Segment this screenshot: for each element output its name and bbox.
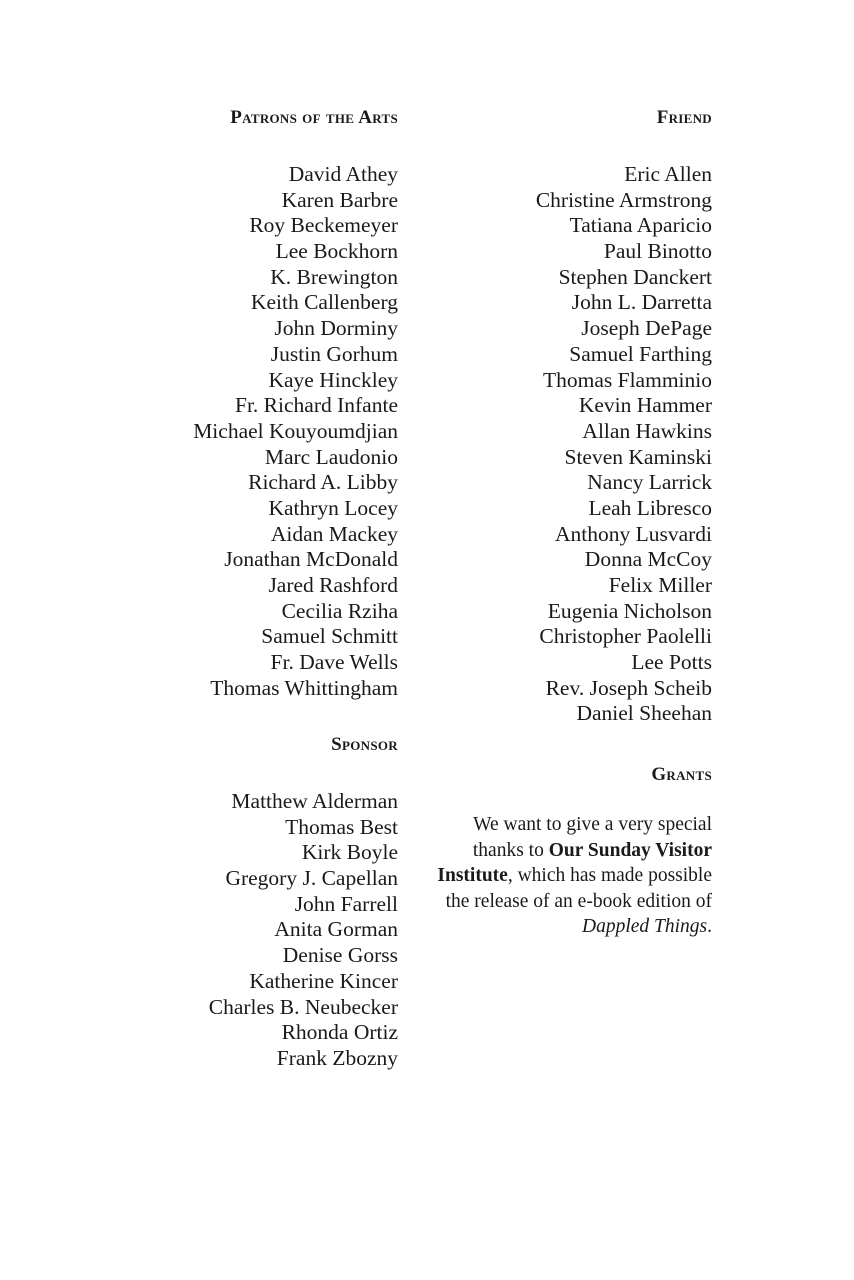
patron-name: Kathryn Locey [268, 495, 398, 520]
friend-name: Anthony Lusvardi [554, 521, 712, 546]
friend-heading: Friend [656, 107, 712, 128]
patron-name: Karen Barbre [281, 187, 398, 212]
friend-name: Steven Kaminski [564, 444, 712, 469]
friend-name: Christopher Paolelli [539, 624, 712, 649]
patron-name: Roy Beckemeyer [249, 213, 398, 238]
friend-name: Joseph DePage [581, 316, 712, 341]
sponsor-name: Denise Gorss [282, 943, 398, 968]
grants-paragraph [425, 812, 712, 940]
friend-name: Rev. Joseph Scheib [545, 675, 712, 700]
friend-name: Allan Hawkins [582, 418, 712, 443]
patron-name: Jared Rashford [268, 573, 398, 597]
friend-name: Christine Armstrong [535, 187, 712, 212]
friend-name: Thomas Flamminio [542, 367, 712, 392]
friend-name: Stephen Danckert [558, 264, 712, 289]
friend-section [425, 107, 712, 727]
friend-name: John L. Darretta [571, 290, 712, 315]
patron-name: David Athey [288, 162, 398, 186]
sponsor-heading: Sponsor [331, 734, 398, 755]
friend-name: Leah Libresco [588, 495, 712, 520]
sponsor-name: John Farrell [294, 891, 398, 916]
patron-name: Richard A. Libby [248, 470, 398, 495]
friend-name: Donna McCoy [584, 547, 712, 572]
grants-publication: Dappled Things [581, 916, 708, 938]
grants-organization: Our Sunday Visitor Institute [437, 839, 712, 887]
patron-name: Fr. Dave Wells [270, 650, 398, 675]
patrons-list [150, 162, 398, 701]
grants-text-before: We want to give a very special thanks to [472, 814, 712, 861]
sponsor-name: Charles B. Neubecker [208, 994, 398, 1019]
friend-name: Samuel Farthing [569, 341, 712, 366]
friend-name: Daniel Sheehan [576, 701, 712, 726]
friend-name: Kevin Hammer [578, 393, 712, 418]
sponsor-name: Thomas Best [285, 814, 398, 839]
friend-name: Eric Allen [624, 162, 712, 186]
friend-name: Felix Miller [608, 573, 712, 597]
friend-name: Tatiana Aparicio [569, 213, 712, 238]
patron-name: Fr. Richard Infante [235, 393, 398, 418]
friend-name: Paul Binotto [603, 239, 712, 264]
patron-name: Cecilia Rziha [281, 598, 398, 623]
grants-heading: Grants [651, 764, 712, 785]
sponsor-name: Frank Zbozny [276, 1045, 398, 1070]
friend-name: Eugenia Nicholson [547, 598, 712, 623]
sponsor-name: Anita Gorman [274, 917, 398, 942]
grants-section [425, 764, 712, 940]
patron-name: K. Brewington [270, 264, 398, 289]
patrons-section [150, 107, 398, 701]
patron-name: Michael Kouyoumdjian [193, 418, 398, 443]
patron-name: Aidan Mackey [270, 521, 398, 546]
sponsor-name: Rhonda Ortiz [281, 1020, 398, 1045]
grants-text-middle: , which has made possible the release of an e-book edition of [445, 865, 712, 912]
friend-name: Lee Potts [631, 650, 712, 675]
sponsor-name: Kirk Boyle [301, 840, 398, 865]
sponsor-name: Gregory J. Capellan [225, 866, 398, 891]
patron-name: Jonathan McDonald [224, 547, 398, 572]
patron-name: Samuel Schmitt [261, 624, 398, 649]
friend-list [425, 162, 712, 727]
sponsor-list [150, 789, 398, 1072]
friend-name: Nancy Larrick [587, 470, 712, 495]
patron-name: John Dorminy [274, 316, 398, 341]
patron-name: Thomas Whittingham [210, 675, 398, 700]
patron-name: Kaye Hinckley [268, 367, 398, 392]
sponsor-name: Matthew Alderman [231, 789, 398, 813]
patron-name: Keith Callenberg [250, 290, 398, 315]
patron-name: Justin Gorhum [270, 341, 398, 366]
patrons-heading: Patrons of the Arts [230, 107, 398, 128]
patron-name: Lee Bockhorn [275, 239, 398, 264]
sponsor-name: Katherine Kincer [249, 968, 398, 993]
grants-text-after: . [707, 916, 712, 938]
sponsor-section [150, 734, 398, 1072]
patron-name: Marc Laudonio [264, 444, 398, 469]
